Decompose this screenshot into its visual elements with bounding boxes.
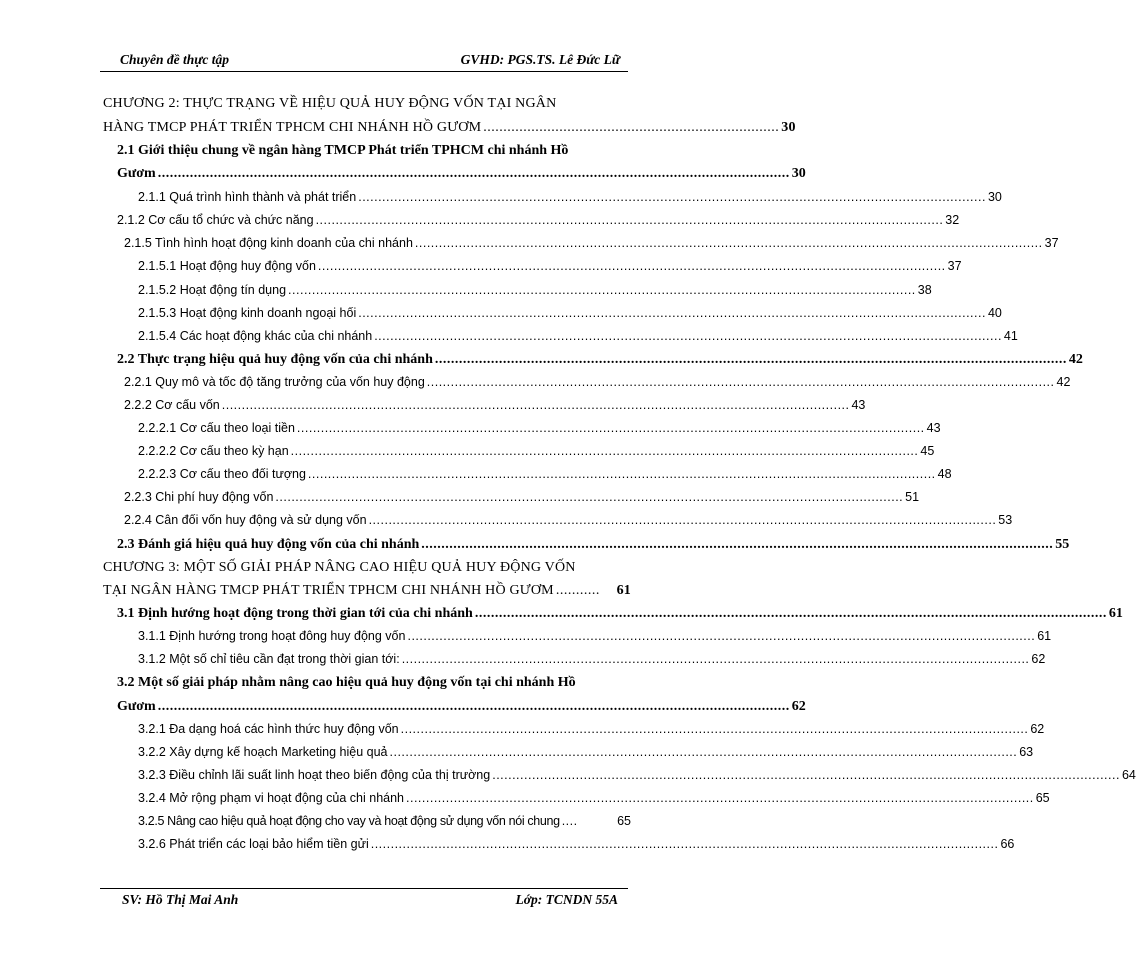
toc-page-number: 61 xyxy=(1108,606,1123,621)
toc-item-title: 2.2.4 Cân đối vốn huy động và sử dụng vốn xyxy=(124,513,367,527)
toc-leader-dots: .............................................................................................................................................................. xyxy=(288,283,916,297)
toc-leader-dots: .............................................................................................................................................................. xyxy=(275,490,904,504)
toc-leader-dots: .............................................................................................................................................................. xyxy=(315,213,944,227)
toc-page-number: 30 xyxy=(987,190,1002,204)
toc-item-title: 3.1.1 Định hướng trong hoạt đông huy động vốn xyxy=(138,629,406,643)
toc-leader-dots: .............................................................................................................................................................. xyxy=(421,537,1054,552)
toc-page-number: 40 xyxy=(987,306,1002,320)
toc-page-number: 53 xyxy=(998,513,1013,527)
toc-leader-dots: .............................................................................................................................................................. xyxy=(401,652,1030,666)
toc-leader-dots: .............................................................................................................................................................. xyxy=(368,513,997,527)
toc-page-number: 30 xyxy=(781,120,796,135)
toc-leader-dots: ........... xyxy=(555,583,600,598)
toc-leader-dots: .......................................................................... xyxy=(483,120,780,135)
toc-section-3-2-line2: Gươm xyxy=(117,699,156,714)
toc-item-title: 3.2.2 Xây dựng kế hoạch Marketing hiệu quả xyxy=(138,745,388,759)
toc-page-number: 62 xyxy=(1030,722,1045,736)
toc-page-number: 64 xyxy=(1121,768,1136,782)
toc-page-number: 55 xyxy=(1055,537,1070,552)
toc-item-title: 3.2.4 Mở rộng phạm vi hoạt động của chi nhánh xyxy=(138,791,405,805)
footer-rule xyxy=(100,888,628,889)
toc-leader-dots: .............................................................................................................................................................. xyxy=(290,444,919,458)
toc-item-title: 2.1.5.4 Các hoạt động khác của chi nhánh xyxy=(138,329,373,343)
toc-item-title: 2.1.5.3 Hoạt động kinh doanh ngoại hối xyxy=(138,306,357,320)
toc-page-number: 38 xyxy=(917,283,932,297)
toc-leader-dots: .............................................................................................................................................................. xyxy=(307,467,936,481)
toc-section-2-1-line2: Gươm xyxy=(117,166,156,181)
toc-leader-dots: .............................................................................................................................................................. xyxy=(317,259,946,273)
toc-leader-dots: .............................................................................................................................................................. xyxy=(492,768,1120,782)
toc-item-title: 2.1.5 Tình hình hoạt động kinh doanh của chi nhánh xyxy=(124,236,413,250)
toc-leader-dots: .............................................................................................................................................................. xyxy=(358,306,986,320)
footer-right-text: Lớp: TCNDN 55A xyxy=(515,892,618,907)
toc-section-3-2-line1: 3.2 Một số giải pháp nhằm nâng cao hiệu quả huy động vốn tại chi nhánh Hồ xyxy=(117,675,576,690)
toc-item-title: 3.2.3 Điều chỉnh lãi suất linh hoạt theo biến động của thị trường xyxy=(138,768,491,782)
toc-item-title: 2.1.5.1 Hoạt động huy động vốn xyxy=(138,259,316,273)
toc-page-number: 42 xyxy=(1068,352,1083,367)
toc-leader-dots: .............................................................................................................................................................. xyxy=(157,166,790,181)
toc-item-title: 2.2.2.3 Cơ cấu theo đối tượng xyxy=(138,467,306,481)
toc-leader-dots: .... xyxy=(561,814,578,828)
toc-chapter-3-line2: TẠI NGÂN HÀNG TMCP PHÁT TRIỂN TPHCM CHI NHÁNH HỒ GƯƠM xyxy=(103,583,554,598)
toc-page-number: 37 xyxy=(1044,236,1059,250)
toc-item-title: 2.1.5.2 Hoạt động tín dụng xyxy=(138,283,287,297)
toc-item-title: 3.1.2 Một số chỉ tiêu cần đạt trong thời gian tới: xyxy=(138,652,400,666)
toc-item-title: 2.2.3 Chi phí huy động vốn xyxy=(124,490,274,504)
toc-item-title: 2.2 Thực trạng hiệu quả huy động vốn của chi nhánh xyxy=(117,352,433,367)
toc-item-title: 2.1.2 Cơ cấu tổ chức và chức năng xyxy=(117,213,314,227)
toc-page-number: 51 xyxy=(905,490,920,504)
page-footer xyxy=(100,892,628,914)
toc-item-title: 2.2.1 Quy mô và tốc độ tăng trưởng của vốn huy động xyxy=(124,375,425,389)
toc-page-number: 37 xyxy=(947,259,962,273)
header-right-text: GVHD: PGS.TS. Lê Đức Lữ xyxy=(460,52,620,67)
toc-item-title: 3.2.5 Nâng cao hiệu quả hoạt động cho vay và hoạt động sử dụng vốn nói chung xyxy=(138,814,560,828)
toc-leader-dots: .............................................................................................................................................................. xyxy=(358,190,986,204)
toc-page-number: 42 xyxy=(1056,375,1071,389)
toc-item-title: 3.1 Định hướng hoạt động trong thời gian tới của chi nhánh xyxy=(117,606,473,621)
toc-item-title: 2.1.1 Quá trình hình thành và phát triển xyxy=(138,190,357,204)
toc-leader-dots: .............................................................................................................................................................. xyxy=(221,398,850,412)
toc-chapter-3-line1: CHƯƠNG 3: MỘT SỐ GIẢI PHÁP NÂNG CAO HIỆU QUẢ HUY ĐỘNG VỐN xyxy=(103,560,576,575)
toc-leader-dots: .............................................................................................................................................................. xyxy=(374,329,1002,343)
toc-page-number: 43 xyxy=(926,421,941,435)
toc-leader-dots: .............................................................................................................................................................. xyxy=(426,375,1055,389)
toc-page-number: 41 xyxy=(1003,329,1018,343)
toc-leader-dots: .............................................................................................................................................................. xyxy=(414,236,1043,250)
toc-leader-dots: .............................................................................................................................................................. xyxy=(157,699,790,714)
toc-item-title: 2.2.2 Cơ cấu vốn xyxy=(124,398,220,412)
toc-leader-dots: .............................................................................................................................................................. xyxy=(407,629,1036,643)
toc-page-number: 65 xyxy=(617,814,631,828)
toc-page-number: 62 xyxy=(791,699,806,714)
toc-leader-dots: .............................................................................................................................................................. xyxy=(400,722,1029,736)
header-left-text: Chuyên đề thực tập xyxy=(120,52,229,67)
footer-left-text: SV: Hồ Thị Mai Anh xyxy=(122,892,239,907)
toc-leader-dots: .............................................................................................................................................................. xyxy=(474,606,1107,621)
toc-page-number: 63 xyxy=(1019,745,1034,759)
toc-item-title: 2.2.2.2 Cơ cấu theo kỳ hạn xyxy=(138,444,289,458)
toc-leader-dots: .............................................................................................................................................................. xyxy=(434,352,1067,367)
toc-page-number: 32 xyxy=(945,213,960,227)
toc-chapter-2-line2: HÀNG TMCP PHÁT TRIỂN TPHCM CHI NHÁNH HỒ GƯƠM xyxy=(103,120,482,135)
toc-item-title: 3.2.1 Đa dạng hoá các hình thức huy động vốn xyxy=(138,722,399,736)
toc-page-number: 61 xyxy=(616,583,631,598)
toc-page-number: 65 xyxy=(1035,791,1050,805)
toc-leader-dots: .............................................................................................................................................................. xyxy=(296,421,925,435)
toc-leader-dots: .............................................................................................................................................................. xyxy=(370,837,999,851)
toc-page-number: 61 xyxy=(1037,629,1052,643)
toc-page-number: 66 xyxy=(1000,837,1015,851)
toc-chapter-2-line1: CHƯƠNG 2: THỰC TRẠNG VỀ HIỆU QUẢ HUY ĐỘNG VỐN TẠI NGÂN xyxy=(103,96,557,111)
toc-leader-dots: .............................................................................................................................................................. xyxy=(389,745,1018,759)
toc-page-number: 30 xyxy=(791,166,806,181)
toc-item-title: 2.3 Đánh giá hiệu quả huy động vốn của chi nhánh xyxy=(117,537,420,552)
toc-leader-dots: .............................................................................................................................................................. xyxy=(406,791,1034,805)
toc-page-number: 62 xyxy=(1031,652,1046,666)
toc-section-2-1-line1: 2.1 Giới thiệu chung về ngân hàng TMCP Phát triển TPHCM chi nhánh Hồ xyxy=(117,143,569,158)
toc-page-number: 43 xyxy=(851,398,866,412)
toc-page-number: 48 xyxy=(937,467,952,481)
toc-page-number: 45 xyxy=(920,444,935,458)
toc-item-title: 3.2.6 Phát triển các loại bảo hiểm tiền gửi xyxy=(138,837,369,851)
toc-item-title: 2.2.2.1 Cơ cấu theo loại tiền xyxy=(138,421,295,435)
